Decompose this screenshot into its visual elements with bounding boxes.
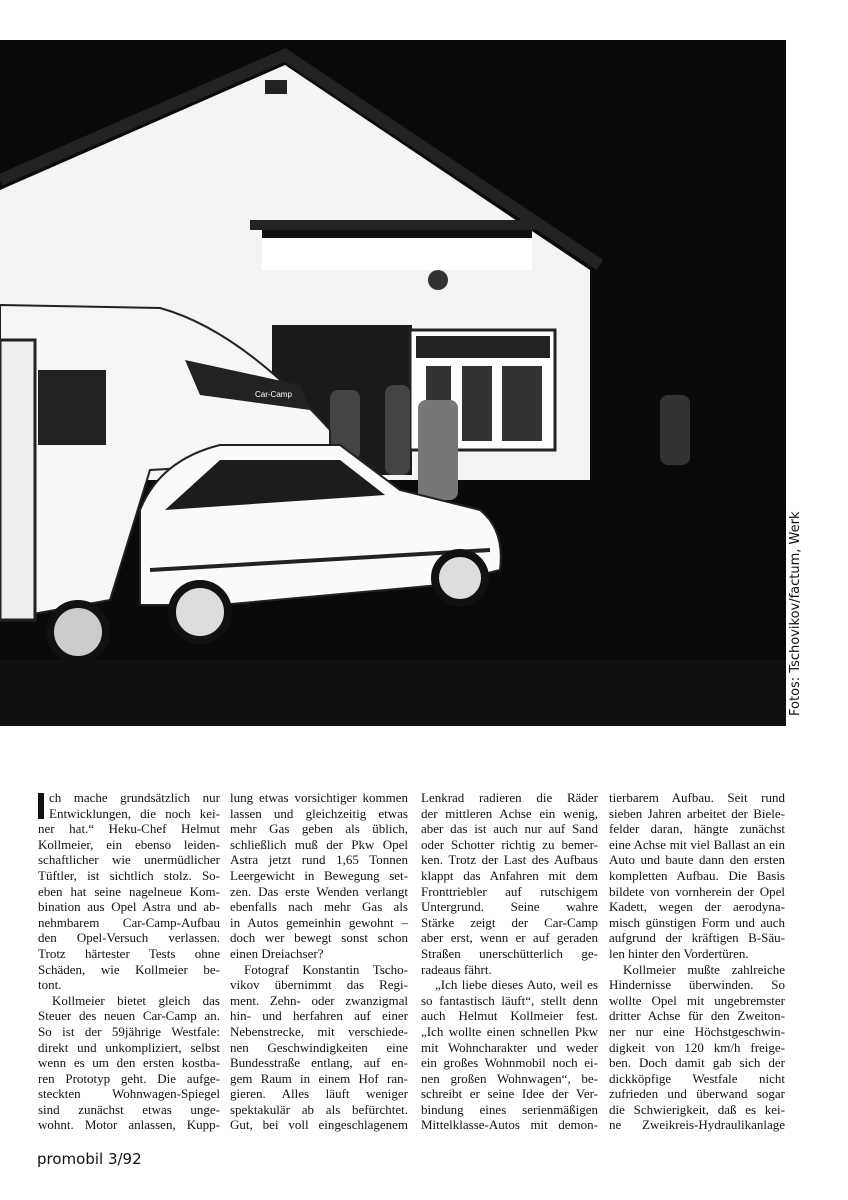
article-column-2 bbox=[230, 790, 408, 1133]
text-line: lassen und gleichzeitig etwas bbox=[230, 805, 408, 821]
text-line: bindung eines serienmäßigen bbox=[421, 1101, 598, 1117]
text-line: radeaus fährt. bbox=[421, 961, 492, 977]
text-line: gem Raum in einem Hof ran- bbox=[230, 1070, 408, 1086]
text-line: Trotz härtester Tests ohne bbox=[38, 945, 220, 961]
text-line: Tüftler, ist sichtlich stolz. So- bbox=[38, 867, 220, 883]
text-line: Fotograf Konstantin Tscho- bbox=[244, 961, 408, 977]
text-line: Leergewicht in Bewegung set- bbox=[230, 867, 408, 883]
paragraph bbox=[421, 790, 598, 977]
text-line: gieren. Alles läuft weniger bbox=[230, 1086, 408, 1102]
text-line: wenn es um den ersten kostba- bbox=[38, 1055, 220, 1071]
text-line: zufrieden und überwand sogar bbox=[609, 1086, 785, 1102]
text-line: bildete von vornherein der Opel bbox=[609, 883, 785, 899]
text-line: „Ich wollte einen schnellen Pkw bbox=[421, 1023, 598, 1039]
text-line: nen großen Wohnwagen“, be- bbox=[421, 1070, 598, 1086]
text-line: nen Geschwindigkeiten eine bbox=[230, 1039, 408, 1055]
text-line: Stärke zeigt der Car-Camp bbox=[421, 914, 598, 930]
text-line: Kollmeier bietet gleich das bbox=[52, 992, 220, 1008]
text-line: ch mache grundsätzlich nur bbox=[49, 790, 220, 805]
text-line: Straßen unerschütterlich ge- bbox=[421, 945, 598, 961]
paragraph bbox=[38, 790, 220, 993]
text-line: sind zunächst etwas unge- bbox=[38, 1101, 220, 1117]
text-line: Fronttriebler auf rutschigem bbox=[421, 883, 598, 899]
text-line: schreibt er seine Idee der Ver- bbox=[421, 1086, 598, 1102]
text-line: bination aus Opel Astra und ab- bbox=[38, 899, 220, 915]
text-line: So ist der 59jährige Westfale: bbox=[38, 1023, 220, 1039]
paragraph bbox=[609, 790, 785, 962]
text-line: ner hat.“ Heku-Chef Helmut bbox=[38, 821, 220, 837]
text-line: hin- und herfahren auf einer bbox=[230, 1008, 408, 1024]
text-line: aber das ist auch nur auf Sand bbox=[421, 821, 598, 837]
text-line: ment. Zehn- oder zwanzigmal bbox=[230, 992, 408, 1008]
text-line: den Opel-Versuch verlassen. bbox=[38, 930, 220, 946]
text-line: len hinter den Vordertüren. bbox=[609, 945, 749, 961]
text-line: auch Helmut Kollmeier fest. bbox=[421, 1008, 598, 1024]
text-line: misch günstigen Form und auch bbox=[609, 914, 785, 930]
text-line: Lenkrad radieren die Räder bbox=[421, 790, 598, 805]
text-line: aufgrund der kräftigen B-Säu- bbox=[609, 930, 785, 946]
text-line: oder Schotter richtig zu bemer- bbox=[421, 836, 598, 852]
text-line: tont. bbox=[38, 977, 62, 993]
text-line: schaftlicher wie unermüdlicher bbox=[38, 852, 220, 868]
text-line: aber erst, wenn er auf geraden bbox=[421, 930, 598, 946]
awning bbox=[250, 220, 535, 270]
text-line: schließlich muß der Pkw Opel bbox=[230, 836, 408, 852]
text-line: Entwicklungen, die noch kei- bbox=[49, 805, 220, 821]
text-line: Gut, bei voll eingeschlagenem bbox=[230, 1117, 408, 1133]
paragraph bbox=[421, 977, 598, 1133]
text-line: Kollmeier mußte zahlreiche bbox=[623, 961, 785, 977]
text-line: klappt das Anfahren mit dem bbox=[421, 867, 598, 883]
article-column-4 bbox=[609, 790, 785, 1133]
text-line: mit Wohncharakter und weder bbox=[421, 1039, 598, 1055]
text-line: mehr Gas geben als üblich, bbox=[230, 821, 408, 837]
text-line: einen Dreiachser? bbox=[230, 945, 324, 961]
wheel bbox=[172, 584, 228, 640]
lamp bbox=[428, 270, 448, 290]
text-line: eben hat seine nagelneue Kom- bbox=[38, 883, 220, 899]
article-column-3 bbox=[421, 790, 598, 1133]
text-line: zen. Das erste Wenden verlangt bbox=[230, 883, 408, 899]
text-line: lung etwas vorsichtiger kommen bbox=[230, 790, 408, 805]
text-line: vikov übernimmt das Regi- bbox=[230, 977, 408, 993]
text-line: digkeit von 120 km/h freige- bbox=[609, 1039, 785, 1055]
text-line: ner nur eine Höchstgeschwin- bbox=[609, 1023, 785, 1039]
text-line: so fantastisch läuft“, stellt denn bbox=[421, 992, 598, 1008]
text-line: dritter Achse für den Zweiton- bbox=[609, 1008, 785, 1024]
paragraph bbox=[230, 790, 408, 962]
text-line: Schäden, wie Kollmeier be- bbox=[38, 961, 220, 977]
text-line: ben. Doch damit gab sich der bbox=[609, 1055, 785, 1071]
text-line: Bundesstraße entlang, auf en- bbox=[230, 1055, 408, 1071]
text-line: in Autos gemeinhin gewohnt – bbox=[230, 914, 408, 930]
camper-label: Car-Camp bbox=[255, 390, 292, 399]
text-line: ebenfalls nach mehr Gas als bbox=[230, 899, 408, 915]
text-line: Kadett, wegen der aerodyna- bbox=[609, 899, 785, 915]
article-column-1 bbox=[38, 790, 220, 1133]
text-line: „Ich liebe dieses Auto, weil es bbox=[435, 977, 598, 993]
text-line: doch wer bewegt sonst schon bbox=[230, 930, 408, 946]
text-line: ren Prototyp geht. Die aufge- bbox=[38, 1070, 220, 1086]
photo-credit: Fotos: Tschovikov/factum, Werk bbox=[788, 511, 803, 716]
text-line: wohnt. Motor anlassen, Kupp- bbox=[38, 1117, 220, 1133]
text-line: kompletten Aufbau. Die Basis bbox=[609, 867, 785, 883]
wheel bbox=[50, 604, 106, 660]
text-line: die Schwierigkeit, daß es kei- bbox=[609, 1101, 785, 1117]
text-line: Untergrund. Seine wahre bbox=[421, 899, 598, 915]
text-line: ne Zweikreis-Hydraulikanlage bbox=[609, 1117, 785, 1133]
text-line: der mittleren Achse ein wenig, bbox=[421, 805, 598, 821]
wheel bbox=[435, 553, 485, 603]
text-line: Steuer des neuen Car-Camp an. bbox=[38, 1008, 220, 1024]
drop-cap-initial bbox=[38, 793, 44, 819]
text-line: ein großes Wohnmobil noch ei- bbox=[421, 1055, 598, 1071]
text-line: direkt und unkompliziert, selbst bbox=[38, 1039, 220, 1055]
text-line: wollte Opel mit ungebremster bbox=[609, 992, 785, 1008]
text-line: spektakulär ab als befürchtet. bbox=[230, 1101, 408, 1117]
text-line: Auto und baute dann den ersten bbox=[609, 852, 785, 868]
page-folio: promobil 3/92 bbox=[37, 1150, 142, 1168]
text-line: eine Achse mit viel Ballast an ein bbox=[609, 836, 785, 852]
text-line: felder daran, hängte zunächst bbox=[609, 821, 785, 837]
text-line: dickköpfige Westfale nicht bbox=[609, 1070, 785, 1086]
text-line: steckten Wohnwagen-Spiegel bbox=[38, 1086, 220, 1102]
text-line: tierbarem Aufbau. Seit rund bbox=[609, 790, 785, 805]
paragraph bbox=[230, 962, 408, 1134]
article-photo bbox=[0, 40, 786, 726]
text-line: Mittelklasse-Autos mit demon- bbox=[421, 1117, 598, 1133]
paragraph bbox=[609, 962, 785, 1134]
text-line: Nebenstrecke, mit verschiede- bbox=[230, 1023, 408, 1039]
text-line: nehmbarem Car-Camp-Aufbau bbox=[38, 914, 220, 930]
text-line: Hindernisse überwinden. So bbox=[609, 977, 785, 993]
ground bbox=[0, 660, 786, 726]
text-line: Astra jetzt rund 1,65 Tonnen bbox=[230, 852, 408, 868]
paragraph bbox=[38, 993, 220, 1133]
text-line: Kollmeier, ein ebenso leiden- bbox=[38, 836, 220, 852]
text-line: sieben Jahren arbeitet der Biele- bbox=[609, 805, 785, 821]
text-line: ken. Trotz der Last des Aufbaus bbox=[421, 852, 598, 868]
